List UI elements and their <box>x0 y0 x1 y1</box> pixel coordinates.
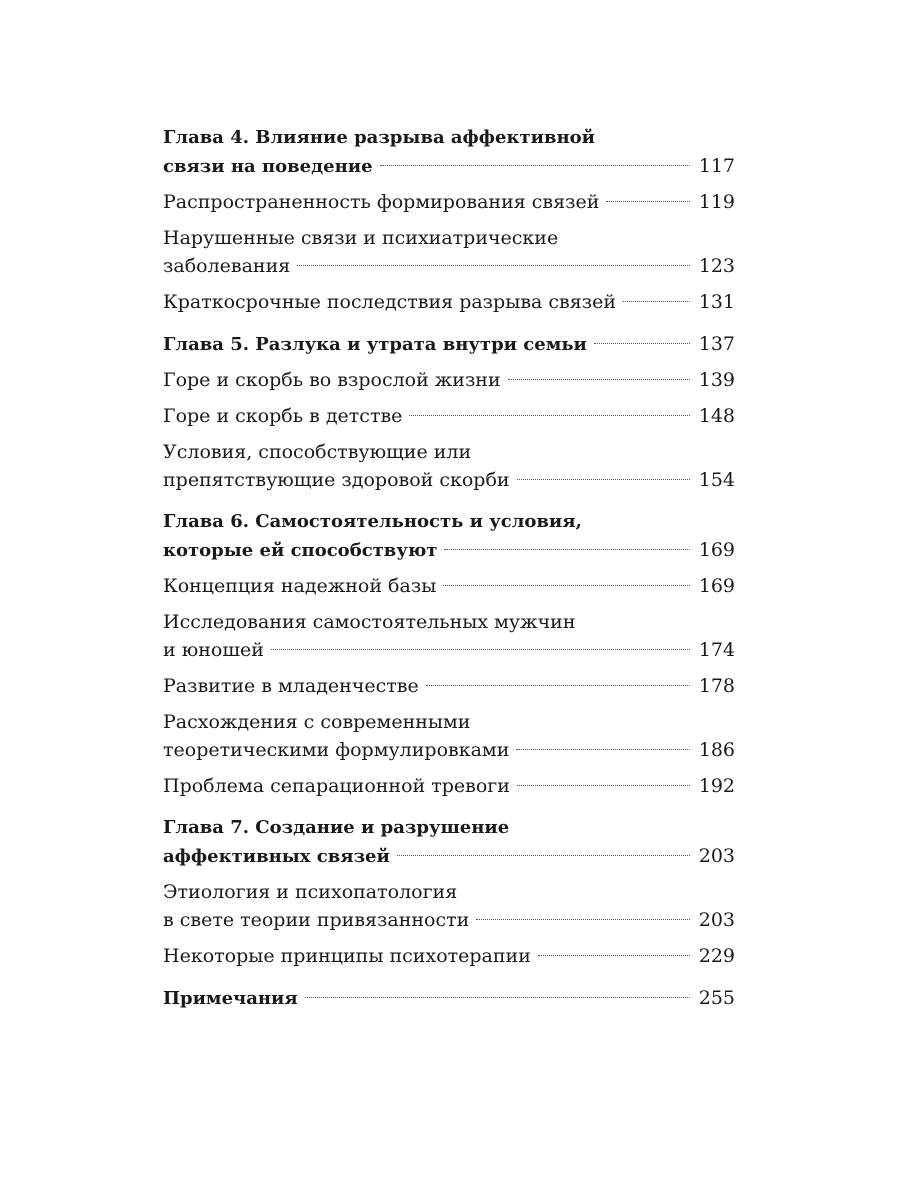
dot-leader <box>516 749 689 750</box>
page-number: 192 <box>698 775 735 797</box>
page-number: 229 <box>698 945 735 967</box>
page-number: 119 <box>698 191 735 213</box>
dot-leader <box>426 685 690 686</box>
section-entry <box>163 224 735 280</box>
toc-row <box>163 572 735 600</box>
chapter-title-line: Глава 7. Создание и разрушение <box>163 817 510 838</box>
chapter-title-line: Примечания <box>163 988 298 1009</box>
toc-row <box>163 402 735 430</box>
toc-row <box>163 772 735 800</box>
page-number: 131 <box>698 291 735 313</box>
section-title-line: Концепция надежной базы <box>163 575 437 597</box>
chapter-title-line: Глава 5. Разлука и утрата внутри семьи <box>163 334 587 355</box>
section-entry <box>163 572 735 600</box>
page-number: 203 <box>698 909 735 931</box>
page-number: 169 <box>698 575 735 597</box>
page-number: 178 <box>698 675 735 697</box>
section-entry <box>163 672 735 700</box>
section-entry <box>163 402 735 430</box>
toc-row <box>163 366 735 394</box>
section-entry <box>163 772 735 800</box>
section-title-line: Горе и скорбь в детстве <box>163 405 403 427</box>
chapter-entry <box>163 330 735 358</box>
dot-leader <box>444 549 689 550</box>
chapter-entry <box>163 508 735 564</box>
chapter-group <box>163 124 735 316</box>
section-title-line: Этиология и психопатология <box>163 881 458 903</box>
toc-row <box>163 736 735 764</box>
dot-leader <box>606 201 689 202</box>
table-of-contents <box>163 124 735 1012</box>
chapter-title-line: связи на поведение <box>163 156 373 177</box>
toc-row <box>163 672 735 700</box>
dot-leader <box>594 343 690 344</box>
section-title-line: и юношей <box>163 639 264 661</box>
section-entry <box>163 438 735 494</box>
dot-leader <box>380 165 690 166</box>
section-title-line: Проблема сепарационной тревоги <box>163 775 510 797</box>
chapter-title-line: которые ей способствуют <box>163 540 438 561</box>
section-title-line: Условия, способствующие или <box>163 441 472 463</box>
toc-row <box>163 636 735 664</box>
page-number: 148 <box>698 405 735 427</box>
chapter-entry <box>163 984 735 1012</box>
toc-row <box>163 906 735 934</box>
section-entry <box>163 366 735 394</box>
dot-leader <box>476 919 689 920</box>
page-number: 137 <box>698 333 735 355</box>
section-title-line: Краткосрочные последствия разрыва связей <box>163 291 616 313</box>
dot-leader <box>271 649 690 650</box>
section-title-line: Нарушенные связи и психиатрические <box>163 227 559 249</box>
section-title-line: заболевания <box>163 255 291 277</box>
toc-row <box>163 842 735 870</box>
chapter-group <box>163 330 735 494</box>
dot-leader <box>297 265 690 266</box>
chapter-group <box>163 984 735 1012</box>
toc-row <box>163 330 735 358</box>
section-title-line: Некоторые принципы психотерапии <box>163 945 531 967</box>
section-entry <box>163 188 735 216</box>
chapter-entry <box>163 124 735 180</box>
dot-leader <box>305 997 690 998</box>
section-entry <box>163 288 735 316</box>
section-entry <box>163 608 735 664</box>
page-number: 203 <box>698 845 735 867</box>
page-number: 174 <box>698 639 735 661</box>
dot-leader <box>443 585 689 586</box>
page-number: 186 <box>698 739 735 761</box>
toc-row <box>163 942 735 970</box>
chapter-title-line: Глава 4. Влияние разрыва аффективной <box>163 127 595 148</box>
section-title-line: теоретическими формулировками <box>163 739 510 761</box>
page-number: 154 <box>698 469 735 491</box>
dot-leader <box>508 379 690 380</box>
section-title-line: в свете теории привязанности <box>163 909 470 931</box>
section-entry <box>163 878 735 934</box>
toc-row <box>163 252 735 280</box>
dot-leader <box>538 955 690 956</box>
page-number: 255 <box>698 987 735 1009</box>
page-number: 169 <box>698 539 735 561</box>
toc-row <box>163 536 735 564</box>
toc-row <box>163 152 735 180</box>
section-entry <box>163 942 735 970</box>
toc-row <box>163 188 735 216</box>
section-title-line: препятствующие здоровой скорби <box>163 469 510 491</box>
section-entry <box>163 708 735 764</box>
dot-leader <box>517 785 690 786</box>
chapter-group <box>163 508 735 800</box>
toc-row <box>163 288 735 316</box>
section-title-line: Распространенность формирования связей <box>163 191 600 213</box>
section-title-line: Расхождения с современными <box>163 711 471 733</box>
page-number: 117 <box>698 155 735 177</box>
toc-row <box>163 984 735 1012</box>
chapter-entry <box>163 814 735 870</box>
chapter-title-line: Глава 6. Самостоятельность и условия, <box>163 511 582 532</box>
dot-leader <box>409 415 689 416</box>
section-title-line: Исследования самостоятельных мужчин <box>163 611 576 633</box>
section-title-line: Развитие в младенчестве <box>163 675 419 697</box>
dot-leader <box>517 479 690 480</box>
chapter-group <box>163 814 735 970</box>
dot-leader <box>397 855 690 856</box>
page-number: 123 <box>698 255 735 277</box>
dot-leader <box>623 301 690 302</box>
chapter-title-line: аффективных связей <box>163 846 390 867</box>
section-title-line: Горе и скорбь во взрослой жизни <box>163 369 501 391</box>
page-number: 139 <box>698 369 735 391</box>
toc-row <box>163 466 735 494</box>
